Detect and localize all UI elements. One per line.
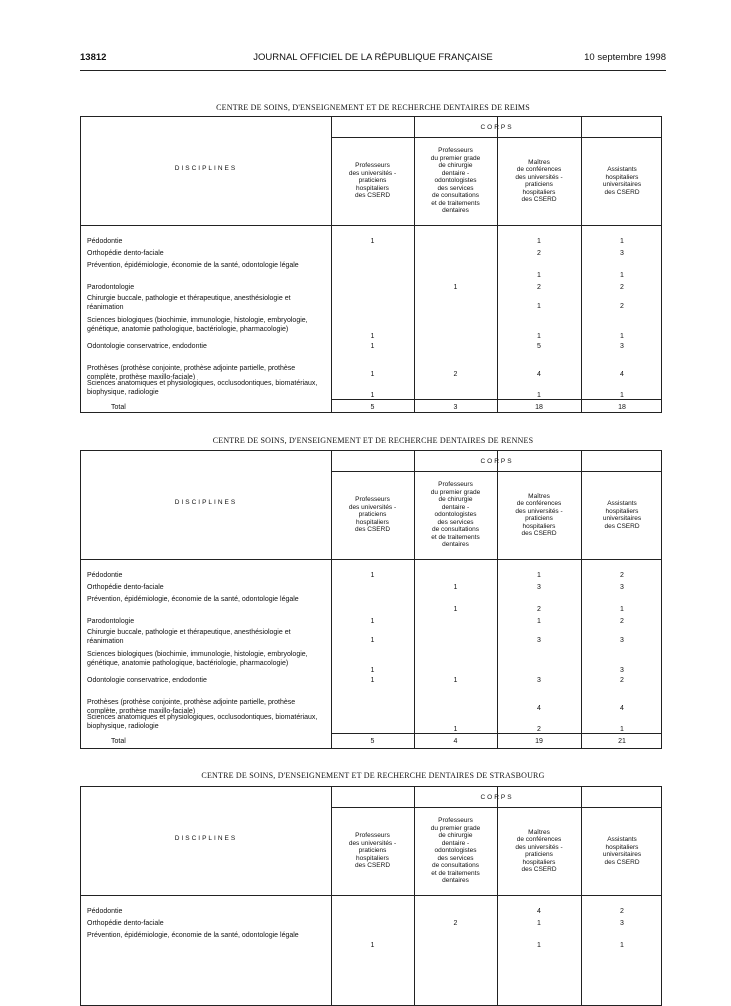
discipline-label	[87, 584, 327, 593]
staff-count: 2	[537, 250, 541, 257]
corps-column-header: Assistants hospitaliers universitaires des CSERD	[602, 836, 642, 866]
staff-count: 2	[537, 726, 541, 733]
staff-count: 1	[537, 303, 541, 310]
total-value: 4	[453, 738, 458, 745]
corps-column-header: Maîtres de conférences des universités - praticiens hospitaliers des CSERD	[515, 828, 563, 873]
publication-date: 10 septembre 1998	[584, 52, 666, 63]
discipline-label	[87, 572, 327, 581]
discipline-name: Odontologie conservatrice, endodontie	[87, 343, 207, 350]
total-value: 3	[453, 404, 458, 411]
discipline-label	[87, 262, 327, 271]
header-rule	[80, 70, 666, 71]
staff-count: 1	[453, 584, 458, 591]
discipline-label	[87, 629, 327, 646]
staff-count: 3	[537, 584, 541, 591]
corps-divider	[331, 471, 661, 472]
staff-count: 4	[537, 705, 541, 712]
staff-count: 1	[620, 606, 624, 613]
discipline-label	[87, 295, 327, 312]
staff-count: 1	[370, 637, 375, 644]
staff-count: 1	[370, 667, 375, 674]
header-divider	[81, 895, 661, 896]
staff-count: 1	[537, 238, 541, 245]
staff-count: 1	[370, 238, 375, 245]
corps-column-header: Maîtres de conférences des universités - praticiens hospitaliers des CSERD	[515, 158, 563, 203]
discipline-name: Prévention, épidémiologie, économie de la santé, odontologie légale	[87, 596, 299, 603]
header-divider	[81, 225, 661, 226]
column-divider	[331, 787, 332, 1005]
staff-count: 2	[537, 284, 541, 291]
total-value: 18	[618, 404, 626, 411]
staff-count: 1	[620, 333, 624, 340]
staff-count: 1	[453, 677, 458, 684]
staff-count: 1	[453, 606, 458, 613]
staff-count: 5	[537, 343, 541, 350]
staff-count: 1	[370, 333, 375, 340]
column-divider	[581, 451, 582, 748]
corps-column-header: Assistants hospitaliers universitaires des CSERD	[602, 500, 642, 530]
corps-column-header: Professeurs des universités - praticiens hospitaliers des CSERD	[348, 832, 397, 870]
column-divider	[497, 787, 498, 1005]
total-label: Total	[111, 404, 126, 411]
total-value: 19	[535, 738, 543, 745]
discipline-label	[87, 677, 327, 686]
staff-count: 3	[620, 920, 624, 927]
discipline-name: Parodontologie	[87, 284, 135, 291]
discipline-label	[87, 380, 327, 397]
discipline-name: Prévention, épidémiologie, économie de la santé, odontologie légale	[87, 262, 299, 269]
staff-count: 1	[537, 572, 541, 579]
column-divider	[331, 117, 332, 412]
staff-count: 1	[620, 272, 624, 279]
discipline-label	[87, 908, 327, 917]
staff-count: 1	[453, 284, 458, 291]
staff-count: 1	[370, 371, 375, 378]
page-number: 13812	[80, 52, 107, 63]
staff-count: 1	[537, 618, 541, 625]
corps-column-header: Professeurs du premier grade de chirurgie dentaire - odontologistes des services de consultations et de traitements dentaires	[430, 817, 481, 885]
staff-count: 1	[370, 942, 375, 949]
discipline-label	[87, 317, 327, 334]
header-divider	[81, 559, 661, 560]
discipline-name: Prévention, épidémiologie, économie de la santé, odontologie légale	[87, 932, 299, 939]
staffing-table	[80, 116, 662, 413]
staff-count: 4	[537, 371, 541, 378]
discipline-name: Pédodontie	[87, 238, 123, 245]
total-value: 5	[370, 404, 375, 411]
staff-count: 4	[537, 908, 541, 915]
staff-count: 4	[620, 705, 624, 712]
staff-count: 3	[620, 637, 624, 644]
discipline-name: Chirurgie buccale, pathologie et thérapeutique, anesthésiologie et réanimation	[87, 295, 291, 311]
discipline-name: Pédodontie	[87, 908, 123, 915]
staff-count: 1	[620, 392, 624, 399]
staff-count: 1	[537, 942, 541, 949]
corps-column-header: Professeurs des universités - praticiens hospitaliers des CSERD	[348, 162, 397, 200]
corps-column-header: Professeurs des universités - praticiens hospitaliers des CSERD	[348, 496, 397, 534]
staff-count: 2	[453, 371, 458, 378]
staff-count: 3	[537, 677, 541, 684]
corps-column-header: Maîtres de conférences des universités - praticiens hospitaliers des CSERD	[515, 492, 563, 537]
discipline-name: Sciences anatomiques et physiologiques, occlusodontiques, biomatériaux, biophysique, radiologie	[87, 714, 318, 730]
staff-count: 3	[620, 667, 624, 674]
total-value: 5	[370, 738, 375, 745]
discipline-label	[87, 596, 327, 605]
discipline-name: Orthopédie dento-faciale	[87, 920, 164, 927]
staff-count: 1	[620, 942, 624, 949]
staff-count: 1	[537, 333, 541, 340]
discipline-name: Sciences anatomiques et physiologiques, occlusodontiques, biomatériaux, biophysique, radiologie	[87, 380, 318, 396]
corps-column-header: Professeurs du premier grade de chirurgie dentaire - odontologistes des services de consultations et de traitements dentaires	[430, 481, 481, 549]
staff-count: 3	[620, 343, 624, 350]
discipline-name: Odontologie conservatrice, endodontie	[87, 677, 207, 684]
discipline-name: Sciences biologiques (biochimie, immunologie, histologie, embryologie, génétique, anatomie pathologique, bactériologie, pharmacologie)	[87, 651, 308, 667]
corps-column-header: Assistants hospitaliers universitaires des CSERD	[602, 166, 642, 196]
page-header	[80, 52, 666, 68]
corps-divider	[331, 137, 661, 138]
corps-divider	[331, 807, 661, 808]
discipline-name: Prothèses (prothèse conjointe, prothèse adjointe partielle, prothèse complète, prothèse maxillo-faciale)	[87, 365, 296, 381]
disciplines-header: DISCIPLINES	[174, 165, 238, 172]
corps-column-header: Professeurs du premier grade de chirurgie dentaire - odontologistes des services de consultations et de traitements dentaires	[430, 147, 481, 215]
staff-count: 4	[620, 371, 624, 378]
discipline-name: Chirurgie buccale, pathologie et thérapeutique, anesthésiologie et réanimation	[87, 629, 291, 645]
corps-header: CORPS	[480, 124, 514, 131]
journal-title: JOURNAL OFFICIEL DE LA RÉPUBLIQUE FRANÇAISE	[253, 52, 493, 63]
discipline-label	[87, 714, 327, 731]
section-title: CENTRE DE SOINS, D'ENSEIGNEMENT ET DE RECHERCHE DENTAIRES DE STRASBOURG	[201, 771, 545, 780]
discipline-label	[87, 343, 327, 352]
discipline-name: Prothèses (prothèse conjointe, prothèse adjointe partielle, prothèse complète, prothèse maxillo-faciale)	[87, 699, 296, 715]
staff-count: 2	[453, 920, 458, 927]
discipline-name: Sciences biologiques (biochimie, immunologie, histologie, embryologie, génétique, anatomie pathologique, bactériologie, pharmacologie)	[87, 317, 308, 333]
staff-count: 1	[370, 392, 375, 399]
staffing-table	[80, 786, 662, 1006]
discipline-label	[87, 651, 327, 668]
staffing-table	[80, 450, 662, 749]
staff-count: 1	[370, 618, 375, 625]
disciplines-header: DISCIPLINES	[174, 835, 238, 842]
staff-count: 3	[620, 250, 624, 257]
total-value: 18	[535, 404, 543, 411]
staff-count: 2	[620, 303, 624, 310]
discipline-label	[87, 932, 327, 941]
staff-count: 2	[620, 908, 624, 915]
discipline-name: Orthopédie dento-faciale	[87, 584, 164, 591]
staff-count: 1	[370, 343, 375, 350]
staff-count: 1	[537, 272, 541, 279]
discipline-label	[87, 920, 327, 929]
staff-count: 1	[370, 677, 375, 684]
staff-count: 3	[537, 637, 541, 644]
staff-count: 1	[370, 572, 375, 579]
section-title: CENTRE DE SOINS, D'ENSEIGNEMENT ET DE RECHERCHE DENTAIRES DE REIMS	[216, 103, 530, 112]
discipline-name: Pédodontie	[87, 572, 123, 579]
column-divider	[581, 117, 582, 412]
corps-header: CORPS	[480, 794, 514, 801]
staff-count: 1	[620, 726, 624, 733]
total-divider	[331, 733, 661, 734]
total-value: 21	[618, 738, 626, 745]
discipline-label	[87, 250, 327, 259]
discipline-name: Parodontologie	[87, 618, 135, 625]
section-title: CENTRE DE SOINS, D'ENSEIGNEMENT ET DE RECHERCHE DENTAIRES DE RENNES	[212, 436, 534, 445]
corps-header: CORPS	[480, 458, 514, 465]
staff-count: 3	[620, 584, 624, 591]
discipline-label	[87, 238, 327, 247]
staff-count: 2	[620, 677, 624, 684]
staff-count: 2	[620, 618, 624, 625]
staff-count: 2	[620, 284, 624, 291]
discipline-label	[87, 618, 327, 627]
staff-count: 1	[537, 392, 541, 399]
staff-count: 1	[620, 238, 624, 245]
disciplines-header: DISCIPLINES	[174, 499, 238, 506]
column-divider	[581, 787, 582, 1005]
staff-count: 2	[537, 606, 541, 613]
staff-count: 1	[537, 920, 541, 927]
total-divider	[331, 399, 661, 400]
total-label: Total	[111, 738, 126, 745]
staff-count: 2	[620, 572, 624, 579]
discipline-label	[87, 284, 327, 293]
discipline-name: Orthopédie dento-faciale	[87, 250, 164, 257]
staff-count: 1	[453, 726, 458, 733]
